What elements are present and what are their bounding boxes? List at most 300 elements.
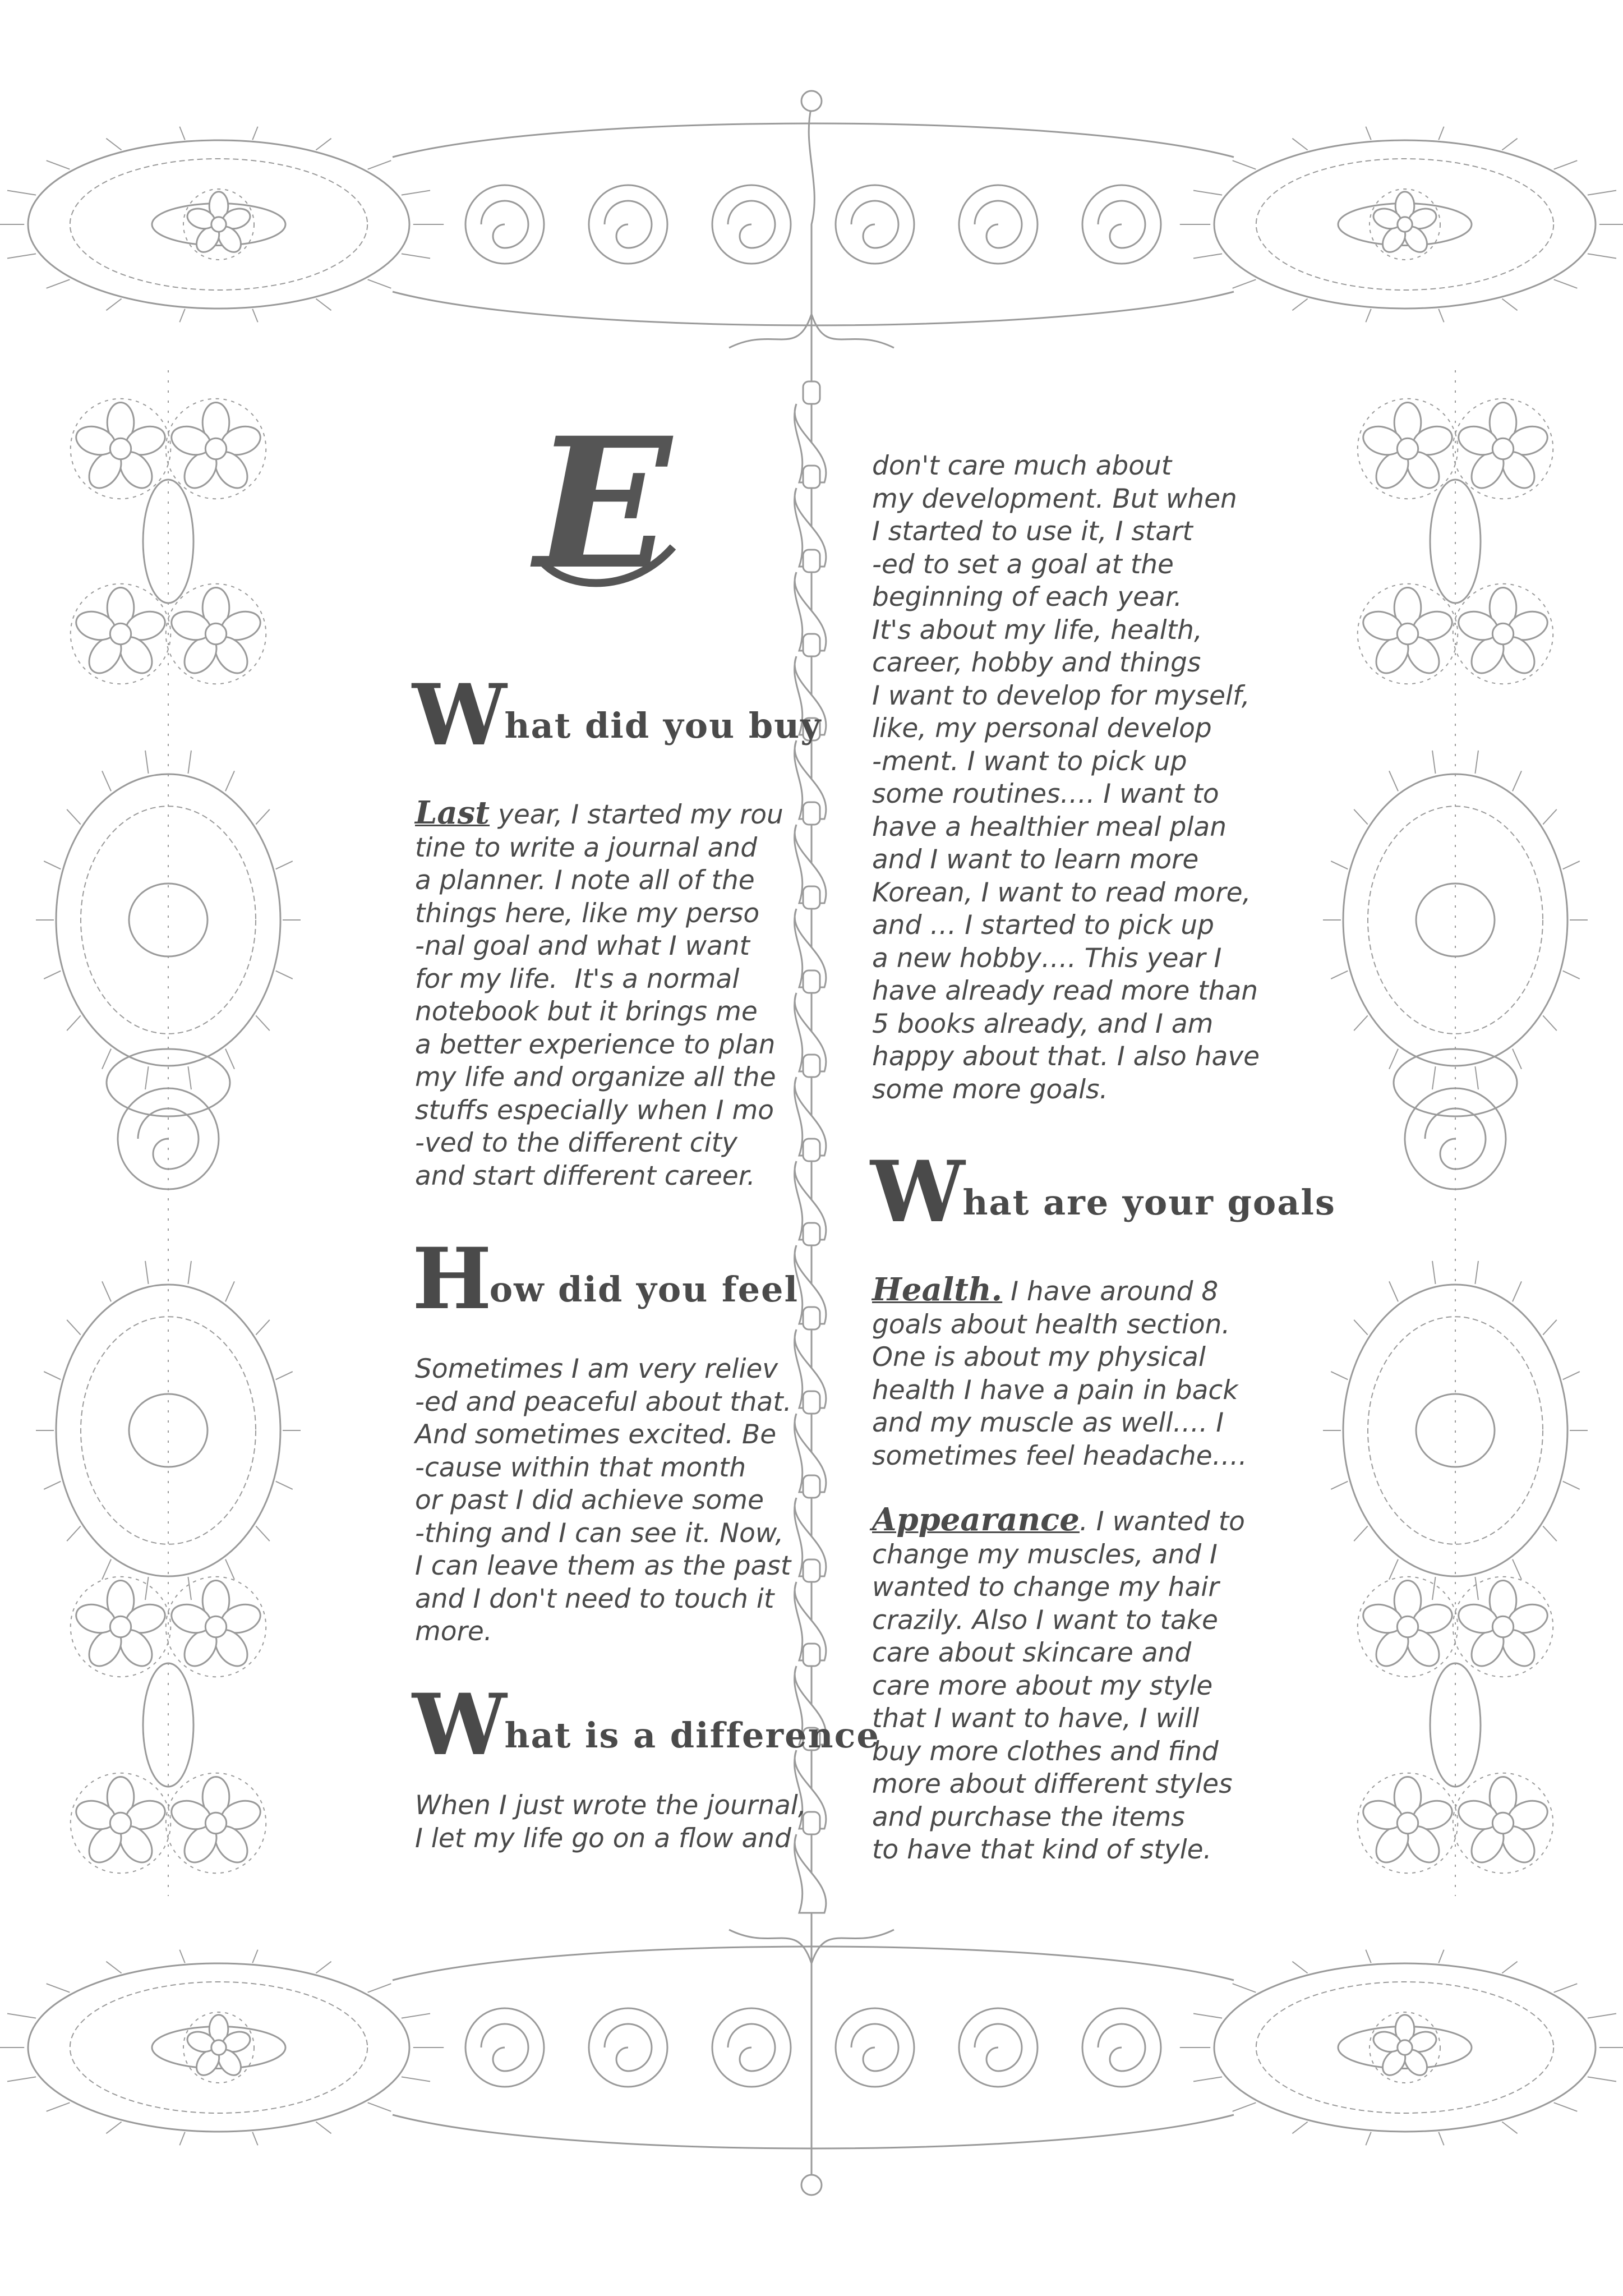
medallion-spike [1354,1015,1368,1030]
text-line [872,877,1260,910]
medallion-spike [1233,160,1256,169]
medallion-spike [1543,1015,1557,1030]
medallion-spike [1502,1962,1517,1973]
line-text: my life and organize all the [415,1062,776,1093]
medallion-spike [368,2102,391,2111]
heading-text: hat did you buy [504,705,822,746]
medallion-spike [102,1049,111,1069]
line-text: and purchase the items [872,1801,1185,1833]
text-line [415,1452,792,1485]
text-line [872,1637,1245,1670]
medallion-spike [188,1261,191,1284]
text-line [872,614,1260,647]
medallion-spike [47,2102,70,2111]
medallion-spike [1292,139,1307,150]
line-text: -ved to the different city [415,1128,737,1158]
medallion-spike [1554,1984,1578,1992]
medallion-spike [102,1281,111,1301]
scroll-swirl [975,201,1022,248]
chain-link [803,466,820,488]
text-line [872,516,1260,549]
paragraph-health [872,1273,1247,1473]
text-line [415,898,783,931]
medallion-spike [67,1526,81,1541]
line-text: a new hobby…. This year I [872,942,1222,974]
chain-link [803,1475,820,1498]
medallion-spike [1331,1481,1348,1489]
paragraph-continued [872,450,1260,1106]
medallion-spike [1513,771,1521,791]
flower-ornament [71,399,171,499]
medallion-spike [1475,1261,1478,1284]
medallion-outline [56,774,280,1066]
chain-link [803,1139,820,1161]
medallion-spike [1563,861,1580,869]
flower-ornament [166,1773,266,1874]
line-text: It's about my life, health, [872,614,1202,646]
text-line [415,1583,792,1616]
medallion-spike [1502,2122,1517,2134]
scroll-swirl [1098,2024,1145,2071]
medallion-spike [402,2077,430,2081]
line-text: When I just wrote the journal, [415,1790,806,1821]
medallion-spike [256,1015,270,1030]
chain-link [803,381,820,404]
medallion-spike [1438,1950,1444,1963]
line-text: for my life. It's a normal [415,963,740,995]
line-text: I can leave them as the past [415,1550,791,1581]
text-line [872,1309,1247,1342]
medallion-spike [1513,1281,1521,1301]
medallion-spike [256,1526,270,1541]
medallion-spike [7,2013,36,2018]
medallion-spike [47,279,70,288]
medallion-spike [252,127,257,140]
text-line [415,1517,792,1550]
scroll-swirl [728,201,775,248]
chain-link [803,634,820,656]
text-line [872,450,1260,483]
line-text: -ed and peaceful about that. [415,1386,792,1418]
text-line [872,778,1260,811]
lead-word: Last [415,794,490,831]
medallion-spike [7,2077,36,2081]
flower-center [205,438,226,459]
text-line [415,1094,783,1128]
line-text: that I want to have, I will [872,1703,1200,1734]
line-text: some routines…. I want to [872,779,1219,809]
heading-text: hat are your goals [962,1182,1336,1223]
flower-ornament [1370,189,1440,260]
medallion-spike [1588,190,1616,195]
line-text: notebook but it brings me [415,996,758,1027]
bottom-finial [801,2175,822,2195]
medallion-spike [1233,279,1256,288]
medallion-spike [179,1950,185,1963]
chain-link [803,802,820,825]
medallion-spike [1389,1281,1398,1301]
scroll-swirl [605,2024,652,2071]
line-text: crazily. Also I want to take [872,1604,1218,1636]
text-line [872,1440,1247,1473]
medallion-spike [106,2122,121,2134]
medallion-inner [81,806,256,1034]
chain-link [803,1223,820,1245]
line-text: a planner. I note all of the [415,865,755,896]
paragraph-appearance [872,1503,1245,1867]
medallion-spike [67,1015,81,1030]
line-text: stuffs especially when I mo [415,1094,774,1126]
line-text: I let my life go on a flow and [415,1823,791,1854]
medallion-eye [1416,884,1495,956]
line-text: and start different career. [415,1160,755,1191]
flower-ornament [166,399,266,499]
flower-center [1398,217,1412,232]
medallion-spike [1389,771,1398,791]
drop-cap-letter [510,424,695,609]
medallion-spike [1193,2013,1222,2018]
line-text: year, I started my rou [490,799,783,830]
heading-initial: W [412,1676,505,1774]
medallion-spike [1502,139,1517,150]
line-text: I started to use it, I start [872,516,1193,547]
medallion-spike [67,1320,81,1335]
medallion-spike [1563,971,1580,979]
medallion-spike [1432,1066,1436,1089]
flower-ornament [71,584,171,684]
line-text: career, hobby and things [872,647,1201,678]
medallion-spike [1475,1066,1478,1089]
line-text: things here, like my perso [415,898,760,929]
flower-ornament [71,1773,171,1874]
medallion-spike [1438,309,1444,323]
flower-center [1397,623,1418,644]
line-text: -ment. I want to pick up [872,746,1187,777]
medallion-spike [7,190,36,195]
band-arc [393,123,1234,157]
text-line [872,549,1260,582]
medallion-spike [1543,1320,1557,1335]
medallion-spike [1432,1577,1436,1600]
chain-link [803,970,820,993]
lead-word: Appearance [872,1501,1080,1538]
chain-link [803,1559,820,1582]
medallion-spike [1563,1481,1580,1489]
medallion-spike [1475,751,1478,774]
line-text: -thing and I can see it. Now, [415,1517,784,1549]
text-line [872,581,1260,614]
medallion-spike [106,139,121,150]
medallion-spike [145,1577,149,1600]
medallion-spike [368,1984,391,1992]
medallion-spike [179,309,185,323]
heading-what-are-your-goals [870,1143,1336,1241]
flower-ornament [1358,584,1458,684]
text-line [872,1074,1260,1107]
heading-initial: W [870,1143,963,1241]
line-text: care about skincare and [872,1637,1192,1668]
medallion-spike [1389,1049,1398,1069]
scroll-swirl [975,2024,1022,2071]
medallion-spike [1331,971,1348,979]
line-text: or past I did achieve some [415,1485,764,1516]
medallion-spike [1554,2102,1578,2111]
medallion-spike [1292,2122,1307,2134]
text-line [872,1604,1245,1637]
text-line [872,1703,1245,1736]
medallion-spike [44,1372,61,1379]
flower-center [110,1616,131,1637]
medallion-spike [1331,861,1348,869]
chain-link [803,550,820,572]
line-text: -ed to set a goal at the [872,549,1174,580]
medallion-spike [1366,309,1371,323]
medallion-spike [145,1261,149,1284]
text-line [872,811,1260,844]
text-line [872,1503,1245,1539]
paragraph-what-is-a-difference [415,1789,806,1855]
line-text: wanted to change my hair [872,1572,1219,1603]
text-line [872,483,1260,516]
lead-word: Health. [872,1271,1003,1308]
text-line [872,942,1260,976]
flower-ornament [71,1577,171,1677]
flower-center [110,623,131,644]
line-text: some more goals. [872,1074,1108,1105]
medallion-spike [188,1066,191,1089]
flower-ornament [183,189,254,260]
medallion-spike [225,1559,234,1580]
text-line [415,1823,806,1856]
text-line [872,1273,1247,1309]
line-text: I have around 8 [1002,1276,1219,1307]
flower-ornament [1370,2012,1440,2083]
flower-center [1397,1616,1418,1637]
flower-center [110,438,131,459]
chain-link [803,1644,820,1666]
medallion-spike [106,299,121,311]
flower-center [1397,1812,1418,1833]
scroll-swirl [605,201,652,248]
flower-center [1398,2040,1412,2055]
medallion-spike [1354,1320,1368,1335]
line-text: care more about my style [872,1670,1213,1701]
medallion-spike [1543,809,1557,825]
medallion-spike [316,1962,331,1973]
flower-center [1492,438,1513,459]
line-text: buy more clothes and find [872,1736,1219,1767]
scroll-swirl [481,2024,528,2071]
medallion-spike [316,299,331,311]
text-line [415,1353,792,1386]
text-line [415,1127,783,1160]
line-text: don't care much about [872,450,1172,481]
text-line [872,1008,1260,1041]
text-line [872,1801,1245,1834]
scroll-swirl [851,201,898,248]
flower-ornament [1453,1773,1553,1874]
text-line [872,1374,1247,1407]
flower-center [205,1616,226,1637]
paragraph-what-did-you-buy [415,794,783,1193]
text-line [415,1061,783,1094]
line-text: a better experience to plan [415,1029,776,1060]
line-text: I want to develop for myself, [872,680,1250,711]
medallion-spike [1193,190,1222,195]
medallion-spike [188,1577,191,1600]
flower-center [205,1812,226,1833]
medallion-spike [225,1049,234,1069]
chain-link [803,1055,820,1077]
medallion-spike [276,1372,293,1379]
paragraph-how-did-you-feel [415,1353,792,1649]
medallion-spike [1366,1950,1371,1963]
medallion-spike [1588,254,1616,258]
line-text: change my muscles, and I [872,1539,1218,1570]
flower-ornament [1453,584,1553,684]
flower-center [1492,623,1513,644]
band-arc [393,1947,1234,1980]
medallion-spike [1432,1261,1436,1284]
text-line [415,1484,792,1517]
flower-center [1492,1812,1513,1833]
text-line [872,1407,1247,1440]
text-line [415,1616,792,1649]
medallion-inner [1368,806,1543,1034]
text-line [415,1160,783,1193]
medallion-spike [102,1559,111,1580]
medallion-spike [1543,1526,1557,1541]
medallion-outline [1343,774,1567,1066]
medallion-spike [368,279,391,288]
medallion-spike [1502,299,1517,311]
medallion-spike [402,2013,430,2018]
medallion-spike [1354,1526,1368,1541]
line-text: have already read more than [872,976,1258,1006]
text-line [415,864,783,898]
line-text: and my muscle as well…. I [872,1407,1224,1438]
line-text: 5 books already, and I am [872,1008,1214,1039]
line-text: goals about health section. [872,1309,1230,1340]
text-line [415,1386,792,1419]
line-text: beginning of each year. [872,582,1182,613]
medallion-spike [1331,1372,1348,1379]
flower-center [1397,438,1418,459]
line-text: And sometimes excited. Be [415,1419,777,1450]
flower-ornament [166,1577,266,1677]
scroll-swirl [1098,201,1145,248]
heading-text: ow did you feel [489,1269,799,1310]
flower-center [211,2040,226,2055]
medallion-spike [252,1950,257,1963]
line-text: tine to write a journal and [415,832,758,863]
heading-initial: W [412,666,505,765]
scroll-swirl [728,2024,775,2071]
medallion-spike [145,751,149,774]
line-text: and I don't need to touch it [415,1583,774,1614]
medallion-spike [1366,127,1371,140]
heading-how-did-you-feel [412,1230,799,1328]
text-line [415,832,783,865]
medallion-spike [1389,1559,1398,1580]
flower-center [211,217,226,232]
text-line [872,975,1260,1008]
line-text: like, my personal develop [872,713,1212,744]
medallion-spike [276,971,293,979]
medallion-spike [256,809,270,825]
text-line [872,1834,1245,1867]
text-line [872,1571,1245,1604]
heading-text: hat is a difference [504,1715,880,1756]
scroll-swirl [481,201,528,248]
medallion-spike [1193,254,1222,258]
medallion-spike [225,771,234,791]
medallion-spike [1233,1984,1256,1992]
heading-initial: H [412,1230,490,1328]
medallion-spike [1563,1372,1580,1379]
medallion-spike [44,971,61,979]
medallion-spike [1554,160,1578,169]
medallion-spike [252,309,257,323]
top-finial [801,91,822,111]
medallion-spike [316,139,331,150]
text-line [872,680,1260,713]
medallion-spike [44,1481,61,1489]
line-text: have a healthier meal plan [872,811,1227,843]
text-line [872,1041,1260,1074]
medallion-spike [102,771,111,791]
flower-center [205,623,226,644]
medallion-spike [402,254,430,258]
text-line [872,1768,1245,1801]
line-text: . I wanted to [1079,1506,1245,1537]
line-text: more about different styles [872,1769,1233,1800]
text-line [872,647,1260,680]
flower-ornament [166,584,266,684]
medallion-spike [1432,751,1436,774]
text-line [415,1419,792,1452]
drop-cap-glyph: E [534,424,671,609]
medallion-spike [1292,299,1307,311]
medallion-spike [276,1481,293,1489]
text-line [872,1341,1247,1374]
medallion-spike [1233,2102,1256,2111]
chain-link [803,886,820,909]
flower-ornament [1453,1577,1553,1677]
medallion-spike [1588,2013,1616,2018]
text-line [872,1539,1245,1572]
line-text: more. [415,1616,492,1647]
medallion-spike [1554,279,1578,288]
text-line [872,746,1260,779]
medallion-spike [188,751,191,774]
medallion-spike [316,2122,331,2134]
line-text: One is about my physical [872,1342,1206,1373]
text-line [872,909,1260,942]
band-arc [393,2115,1234,2148]
text-line [415,794,783,832]
medallion-spike [179,2132,185,2146]
flower-center [110,1812,131,1833]
medallion-spike [7,254,36,258]
medallion-spike [1513,1559,1521,1580]
medallion-spike [145,1066,149,1089]
scroll-swirl [851,2024,898,2071]
flower-ornament [1453,399,1553,499]
line-text: and … I started to pick up [872,910,1214,941]
line-text: Sometimes I am very reliev [415,1354,778,1384]
text-line [415,996,783,1029]
